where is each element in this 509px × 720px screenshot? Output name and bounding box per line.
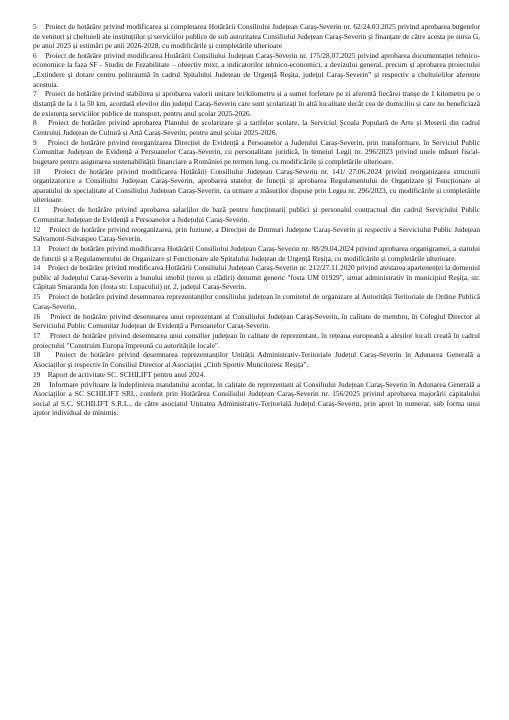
item-text: Proiect de hotărâre privind stabilirea și aprobarea valorii unitare lei/kilometru și a sumei forfetare pe zi aferentă fiecărei tranșe de 1 kilometru pe o distanță de la 1 la 50 km, acordată elevilor din județul Caraș-Severin care sunt școlarizați în altă localitate decât cea de domiciliu și care nu beneficiază de existența serviciilor publice de transport, pentru anul școlar 2025-2026. [33,89,480,118]
item-number: 8 [33,118,37,128]
agenda-item-12 [33,225,480,244]
agenda-item-11 [33,205,480,224]
item-text: Proiect de hotărâre privind modificarea Hotărârii Consiliului Județean Caraș-Severin nr. 175/28.07.2025 privind aprobarea documentației tehnico-economice la faza SF - Studiu de Fezabilitate – obiectiv mixt, a indicatorilor tehnico-economici, a devizului general, precum și aprobarea proiectului „Extindere și dotare centru politraumă în cadrul Spitalului Județean de Urgență Reșița, județul Caraș-Severin” și respectiv a cheltuielilor aferente acestuia. [33,50,480,89]
item-number: 14 [33,263,41,273]
item-number: 5 [33,22,37,31]
item-number: 10 [33,166,41,176]
item-text: Proiect de hotărâre privind aprobarea Planului de școlarizare și a tarifelor școlare, la Serviciul Școala Populară de Arte și Meserii din cadrul Centrului Județean de Cultură și Artă Caraș-Severin, pentru anul școlar 2025-2026. [33,118,480,137]
item-text: Proiect de hotărâre privind desemnarea unui consilier județean în calitate de reprezentant, în rețeaua europeană a aleșilor locali creată în cadrul proiectului "Construim Europa împreună cu autoritățile locale". [33,331,480,350]
document-page [33,22,480,418]
agenda-item-17 [33,331,480,350]
agenda-item-13 [33,244,480,263]
item-number: 11 [33,205,41,215]
agenda-item-15 [33,292,480,311]
item-number: 16 [33,311,41,321]
item-number: 15 [33,292,41,302]
item-number: 20 [33,379,41,389]
agenda-item-7 [33,89,480,118]
agenda-item-5 [33,22,480,51]
item-number: 18 [33,350,41,360]
item-text: Raport de activitate SC. SCHILIFT pentru anul 2024. [40,369,206,379]
item-number: 13 [33,243,41,253]
item-number: 17 [33,331,41,341]
item-text: Proiect de hotărâre privind modificarea Hotărârii Consiliului Județean Caraș-Severin nr. 141/ 27.06.2024 privind reorganizarea structurii organizatorice a Consiliului Județean Caraș-Severin, aprobarea statelor de funcții și aprobarea Regulamentului de Organizare și Funcționare al aparatului de specialitate al Consiliului Județean Caraș-Severin, ca urmare a măsurilor dispuse prin Legea nr. 296/2023, cu modificările și completările ulterioare. [33,166,480,205]
item-text: Proiect de hotărâre privind reorganizarea, prin fuziune, a Direcției de Drumuri Județene Caraș-Severin și respectiv a Serviciului Public Județean Salvamont-Salvaspeo Caraș-Severin. [33,224,480,244]
agenda-item-16 [33,312,480,331]
item-number: 6 [33,50,37,60]
item-text: Proiect de hotărâre privind aprobarea salariilor de bază pentru funcționarii publici și personalul contractual din cadrul Serviciului Public Comunitar Județean de Evidență a Persoanelor a Județului Caraș-Severin. [33,205,480,224]
item-text: Proiect de hotărâre privind modificarea Hotărârii Consiliului Județean Caraș-Severin nr. 212/27.11.2020 privind atestarea apartenenței la domeniul public al Județului Caraș-Severin a bunului imobil (teren și clădiri) denumit generic "fosta UM 01929", situat administrativ în municipiul Reșița, str. Căpitan Smaranda Ion (fosta str. Lupacului) nr. 2, județul Caraș-Severin. [33,263,480,292]
item-text: Proiect de hotărâre privind modificarea Hotărârii Consiliului Județean Caraș-Severin nr. 88/29.04.2024 privind aprobarea organigramei, a statului de funcții și a Regulamentului de Organizare și Funcționare ale Spitalului Județean de Urgență Reșița, cu modificările și completările ulterioare. [33,243,480,263]
item-text: Informare privitoare la îndeplinirea mandatului acordat, în calitate de reprezentant al Consiliului Județean Caraș-Severin în Adunarea Generală a Asociaților a SC SCHILIFT SRL, conferit prin Hotărârea Consiliului Județean Caraș-Severin nr. 156/2025 privind aprobarea majorării capitalului social al S.C. SCHILIFT S.R.L., de către asociatul Unitatea Administrativ-Teritorială Județul Caraș-Severin, prin aport în numerar, sub forma unui ajutor individual de minimis. [33,379,480,418]
agenda-item-18 [33,350,480,369]
agenda-item-14 [33,263,480,292]
agenda-item-9 [33,138,480,167]
item-text: Proiect de hotărâre privind reorganizarea Direcției de Evidență a Persoanelor a Județului Caraș-Severin, prin transformare, în Serviciul Public Comunitar Județean de Evidență a Persoanelor Caraș-Severin, cu personalitate juridică, în temeiul Legii nr. 296/2023 privind unele măsuri fiscal-bugetare pentru asigurarea sustenabilității financiare a României pe termen lung, cu modificările și completările ulterioare. [33,137,480,166]
item-text: Proiect de hotărâre privind desemnarea reprezentanților consiliului județean în comitetul de organizare al Autorității Teritoriale de Ordine Publică Caraș-Severin. [33,292,480,311]
agenda-item-20 [33,380,480,418]
item-text: Proiect de hotărâre privind desemnarea unui reprezentant al Consiliului Județean Caraș-Severin, în calitate de membru, în Colegiul Director al Serviciului Public Comunitar Județean de Evidență a Persoanelor Caraș-Severin. [33,311,480,331]
item-number: 12 [33,224,41,234]
agenda-item-6 [33,51,480,89]
item-number: 7 [33,89,37,99]
item-number: 19 [33,369,41,379]
agenda-item-19 [33,370,480,380]
item-text: Proiect de hotărâre privind desemnarea reprezentanților Unității Administrativ-Teritoriale Județul Caraș-Severin în Adunarea Generală a Asociaților și respectiv în Consiliul Director al Asociației „Club Sportiv Muncitoresc Reșița”. [33,350,480,369]
agenda-item-10 [33,167,480,205]
item-text: Proiect de hotărâre privind modificarea și completarea Hotărârii Consiliului Județean Caraș-Severin nr. 62/24.03.2025 privind aprobarea bugetelor de venituri și cheltuieli ale instituțiilor și serviciilor publice de sub autoritatea Consiliului Județean Caraș-Severin și finanțate de către acesta pe sursa G, pe anul 2025 și estimări pe anii 2026-2028, cu modificările și completările ulterioare [33,22,480,51]
agenda-item-8 [33,118,480,137]
item-number: 9 [33,137,37,147]
